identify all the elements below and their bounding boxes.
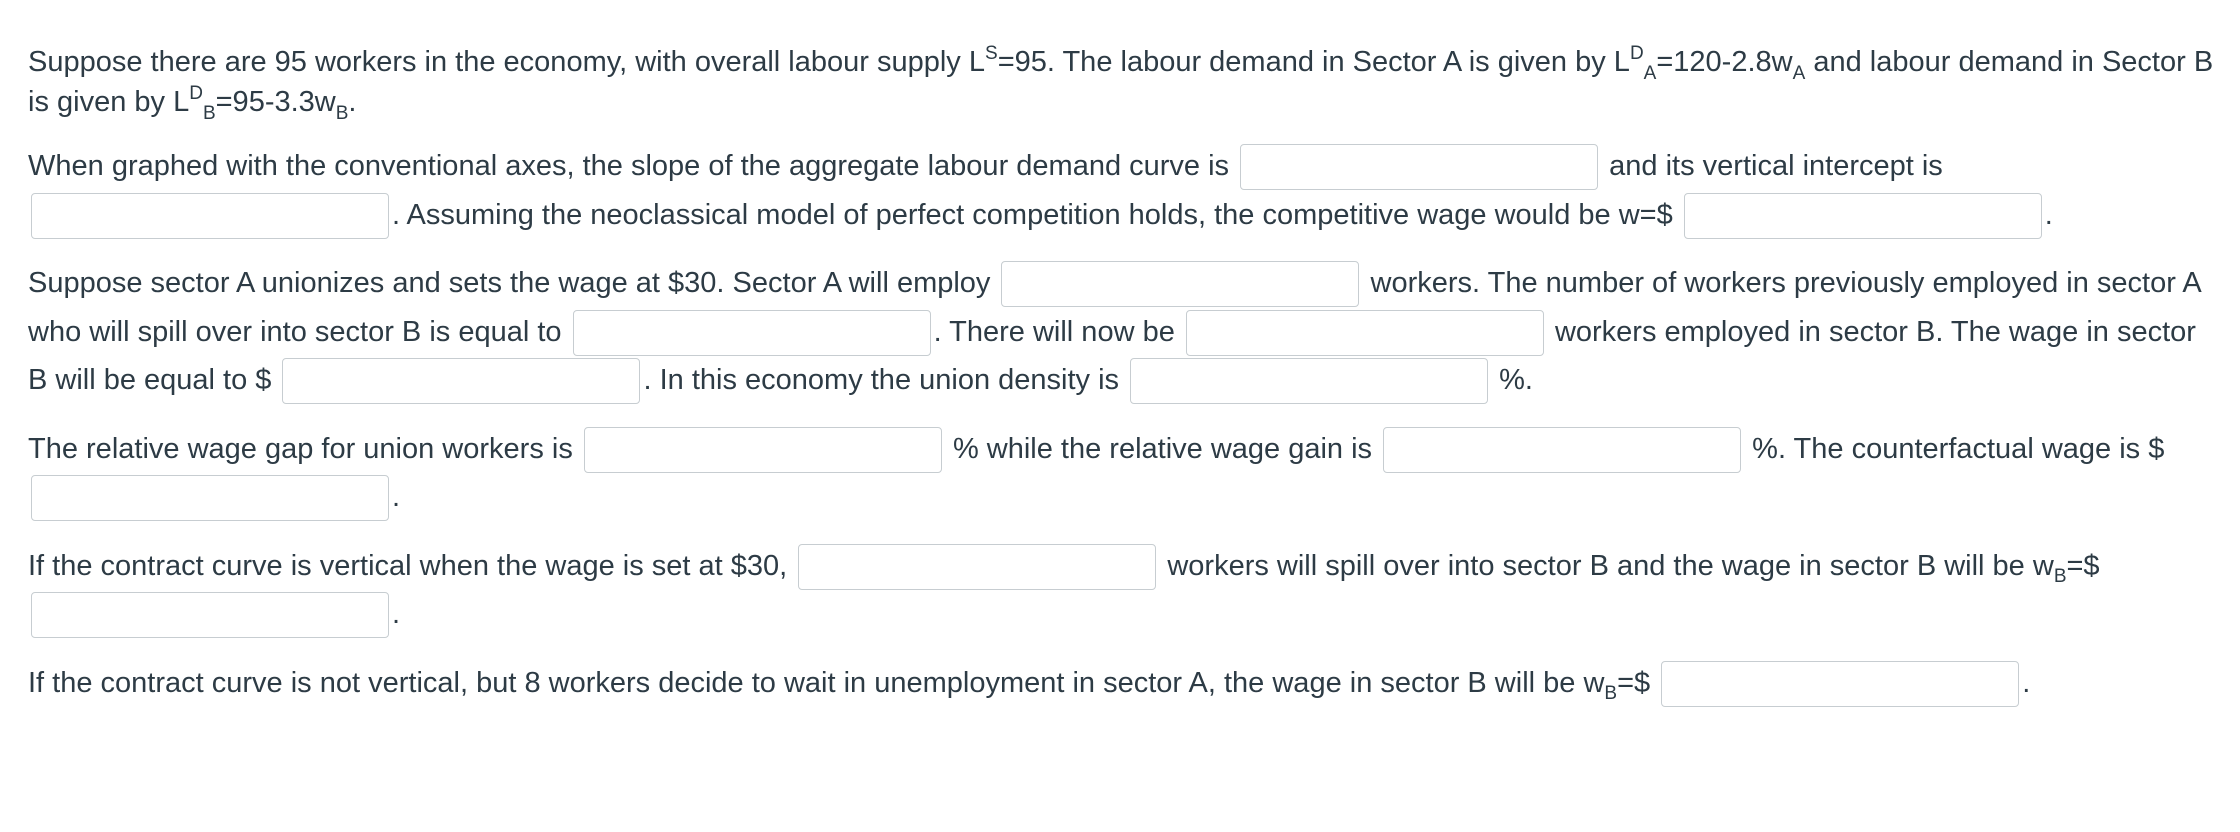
question-2 [28,259,2218,405]
demand-b-superscript: D [189,83,203,105]
q4-text-4: . [392,598,401,630]
q2-text-1: Suppose sector A unionizes and sets the wage at $30. Sector A will employ [28,267,999,299]
q5-text-3: . [2022,666,2031,699]
vertical-contract-spillover-input[interactable] [798,544,1156,590]
intro-text-5: =95-3.3w [215,86,336,118]
relative-wage-gain-input[interactable] [1383,427,1741,473]
q3-text-4: . [392,481,401,513]
q4-text-1: If the contract curve is vertical when the wage is set at $30, [28,549,796,582]
intro-text-2: =95. The labour demand in Sector A is given by L [997,46,1630,78]
q2-text-5: . In this economy the union density is [643,364,1128,396]
q1-text-1: When graphed with the conventional axes, the slope of the aggregate labour demand curve is [28,150,1238,182]
q3-text-1: The relative wage gap for union workers is [28,432,581,465]
question-body [28,42,2218,707]
intro-text-6: . [348,86,357,118]
vertical-intercept-input[interactable] [31,193,389,239]
competitive-wage-input[interactable] [1684,193,2042,239]
wait-unemployment-wage-b-input[interactable] [1661,661,2019,707]
demand-a-superscript: D [1629,43,1644,65]
counterfactual-wage-input[interactable] [31,475,389,521]
sector-b-wage-input[interactable] [282,358,640,404]
wage-b-subscript: B [335,102,349,124]
slope-input[interactable] [1240,144,1598,190]
question-3 [28,425,2218,522]
q3-text-3: %. The counterfactual wage is $ [1744,432,2165,465]
q1-text-3: . Assuming the neoclassical model of perfect competition holds, the competitive wage would be w=$ [392,198,1681,231]
spacer [28,122,2218,142]
spacer [28,405,2218,425]
q5-wage-b-subscript: B [1604,683,1618,705]
intro-text-3: =120-2.8w [1656,46,1793,78]
spacer [28,239,2218,259]
q4-wage-b-subscript: B [2053,566,2067,588]
q2-text-6: %. [1491,364,1533,396]
question-5 [28,659,2218,708]
spillover-workers-input[interactable] [573,310,931,356]
relative-wage-gap-input[interactable] [584,427,942,473]
q1-text-4: . [2044,198,2053,231]
spacer [28,522,2218,542]
q4-text-3: =$ [2066,549,2100,582]
question-4 [28,542,2218,639]
spacer [28,639,2218,659]
intro-paragraph [28,42,2218,122]
demand-a-subscript: A [1643,62,1657,84]
q2-text-3: . There will now be [933,315,1183,348]
vertical-contract-wage-b-input[interactable] [31,592,389,638]
q2-text-4: workers employed in sector B. The wage in sector B will be equal to $ [28,315,2196,396]
q2-text-2: workers. The number of workers previously employed in sector A who will spill over into sector B is equal to [28,267,2201,348]
sector-a-employment-input[interactable] [1001,261,1359,307]
intro-text-1: Suppose there are 95 workers in the economy, with overall labour supply L [28,46,985,78]
union-density-input[interactable] [1130,358,1488,404]
q5-text-1: If the contract curve is not vertical, but 8 workers decide to wait in unemployment in sector A, the wage in sector B will be w [28,666,1605,699]
demand-b-subscript: B [202,102,216,124]
supply-superscript: S [985,43,998,65]
q4-text-2: workers will spill over into sector B and the wage in sector B will be w [1159,549,2054,582]
question-1 [28,142,2218,239]
sector-b-employment-input[interactable] [1186,310,1544,356]
wage-a-subscript: A [1792,62,1806,84]
q3-text-2: % while the relative wage gain is [944,432,1381,465]
q1-text-2: and its vertical intercept is [1601,150,1943,182]
intro-text-4: and labour demand in Sector B is given by L [28,46,2214,118]
q5-text-2: =$ [1617,666,1659,699]
